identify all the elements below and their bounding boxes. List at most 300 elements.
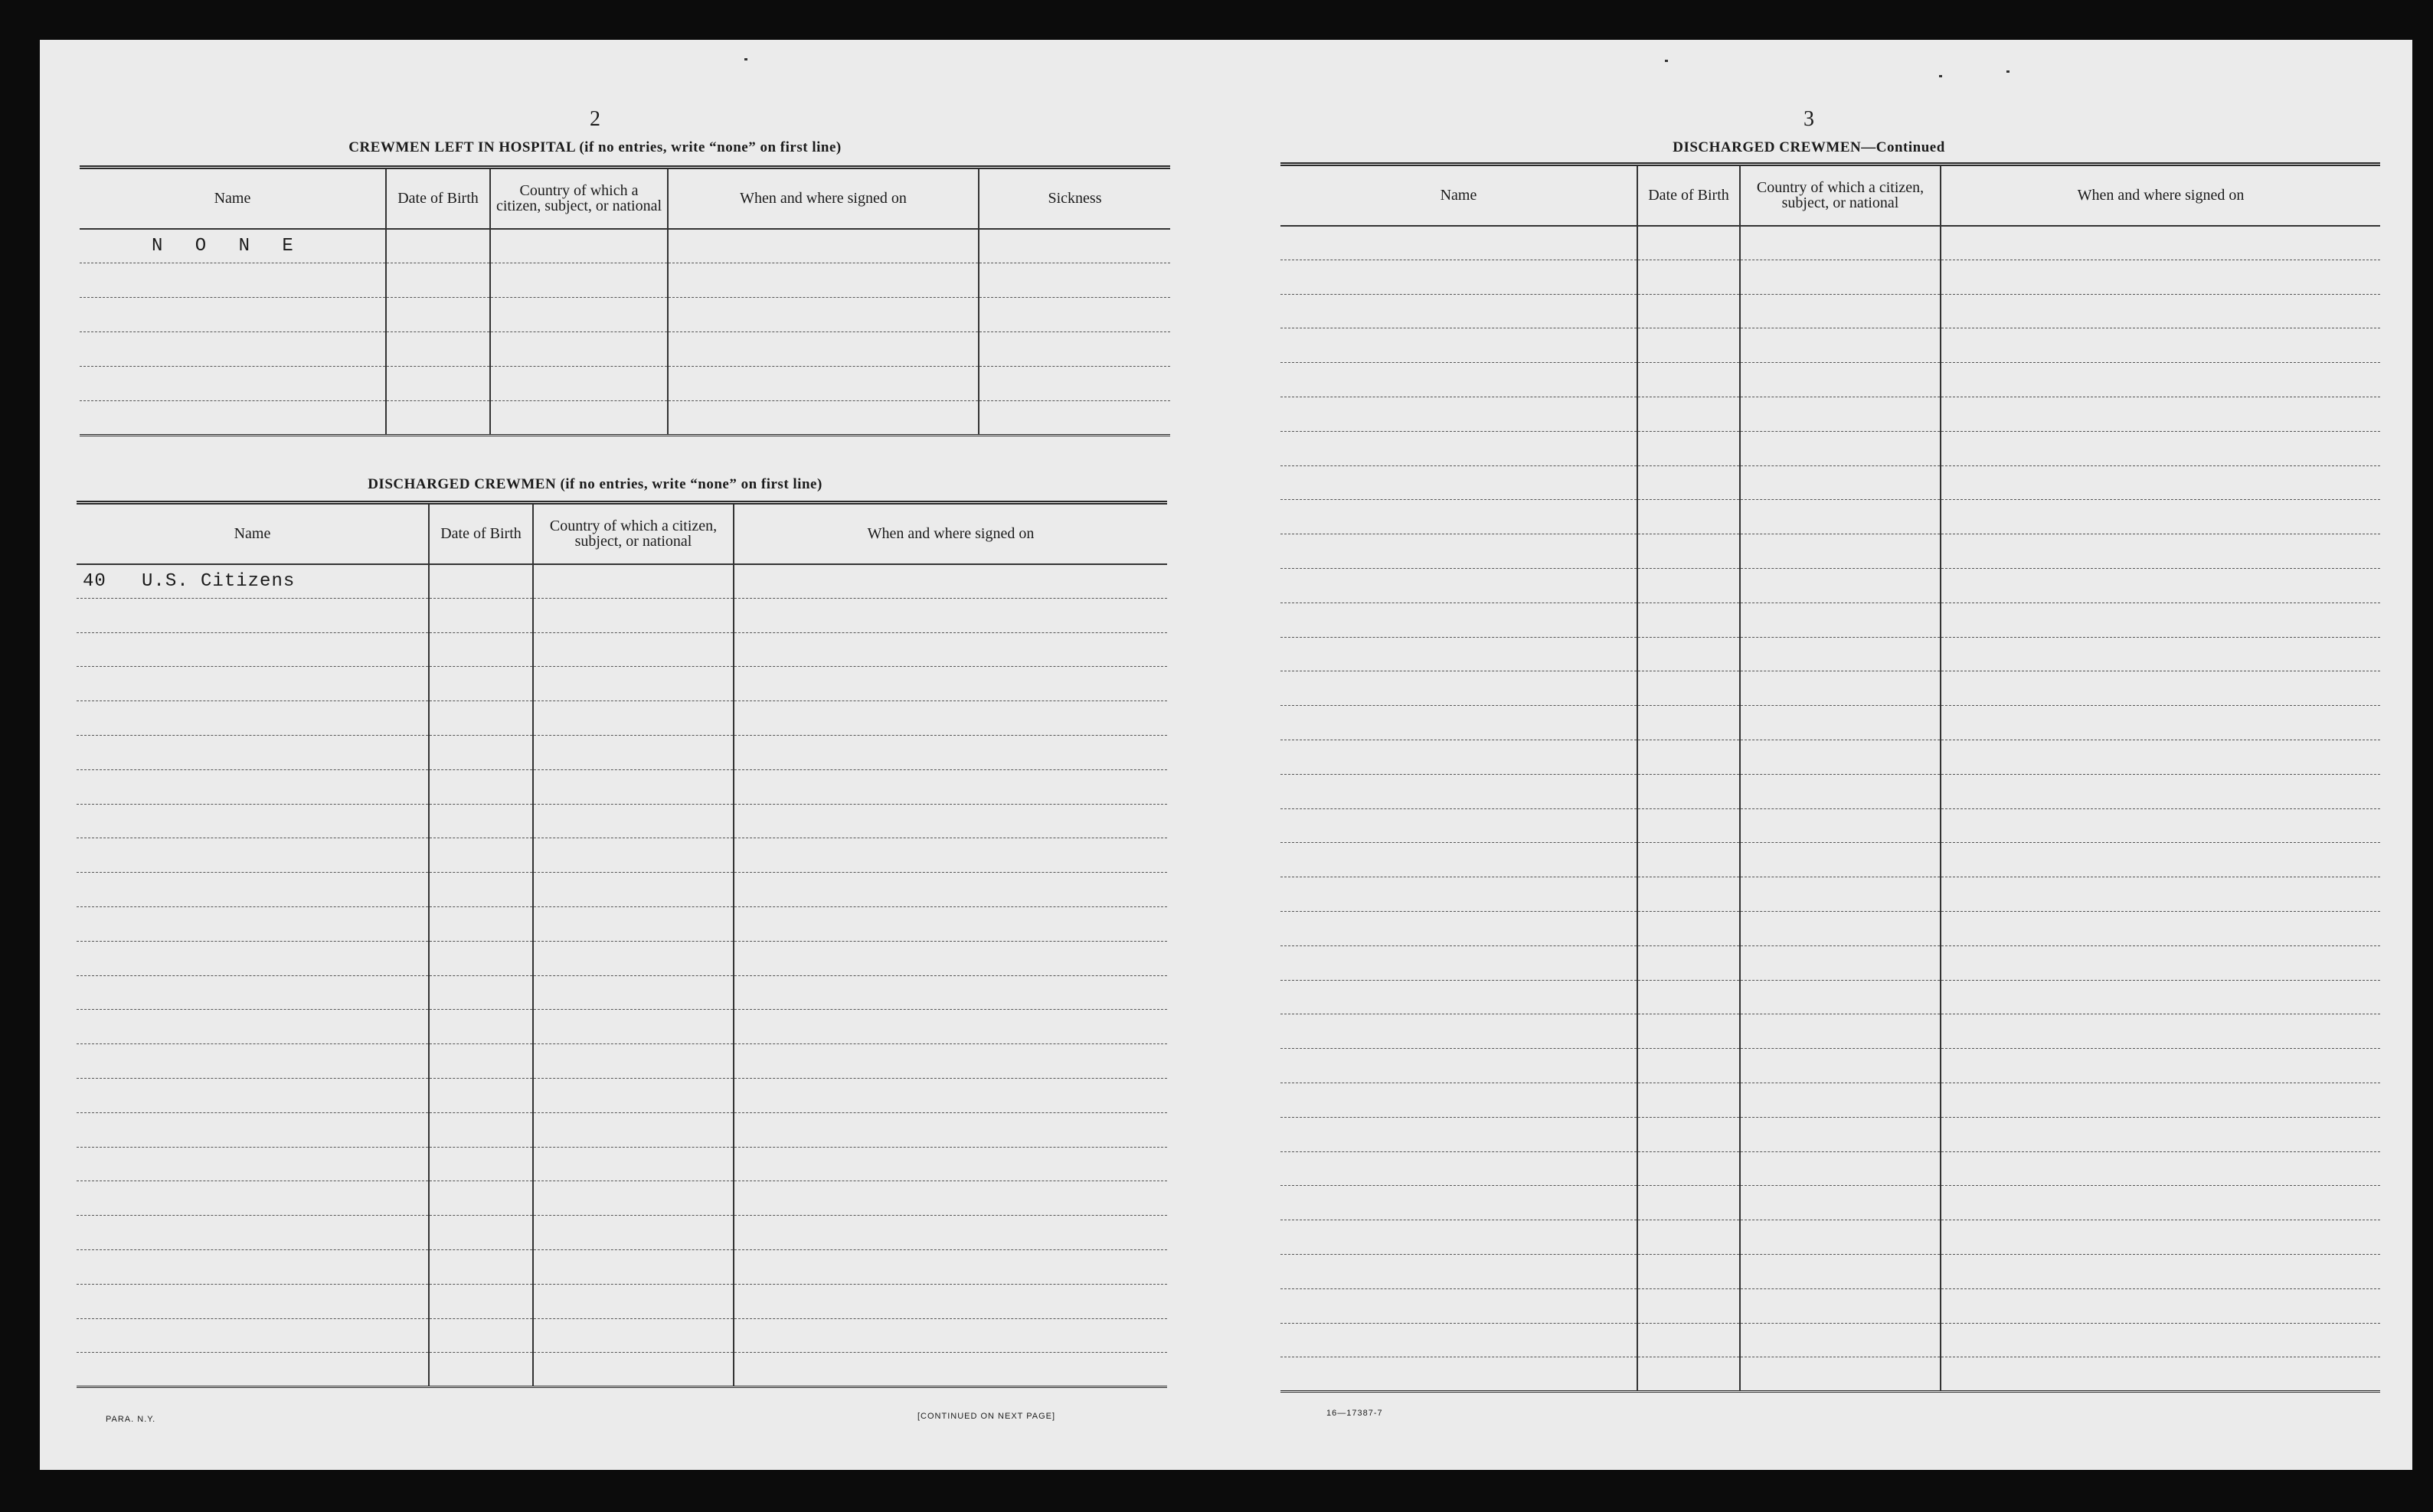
table-cell [734, 1044, 1167, 1079]
table-cell [734, 1147, 1167, 1181]
table-cell [77, 769, 429, 804]
table-row [1280, 843, 2380, 877]
table-cell [668, 263, 979, 298]
table-cell [1941, 877, 2380, 912]
table-cell [734, 1010, 1167, 1044]
table-cell [429, 769, 533, 804]
table-cell [1740, 740, 1941, 774]
table-cell [1280, 534, 1637, 569]
col-date-of-birth: Date of Birth [386, 168, 490, 229]
table-cell [77, 1010, 429, 1044]
table-cell [429, 564, 533, 599]
table-cell [80, 332, 386, 367]
table-cell [77, 1216, 429, 1250]
table-cell [1637, 1254, 1740, 1288]
table-cell [533, 975, 734, 1010]
table-row [80, 332, 1170, 367]
table-cell [533, 667, 734, 701]
table-cell [1740, 226, 1941, 260]
table-cell [1280, 1083, 1637, 1117]
table-cell [1637, 774, 1740, 808]
table-cell [1280, 603, 1637, 637]
table-row [1280, 260, 2380, 294]
table-cell [77, 1353, 429, 1387]
table-cell [490, 332, 668, 367]
table-cell [429, 1216, 533, 1250]
table-row [1280, 945, 2380, 980]
table-cell [77, 1181, 429, 1216]
table-row [77, 838, 1167, 873]
table-row [1280, 1117, 2380, 1151]
table-cell [1941, 945, 2380, 980]
discharged-continued-title [1234, 139, 2383, 156]
table-row [1280, 706, 2380, 740]
table-cell [1740, 363, 1941, 397]
table-cell [77, 667, 429, 701]
table-cell [77, 941, 429, 975]
ink-speck [744, 58, 747, 60]
col-date-of-birth: Date of Birth [1637, 165, 1740, 226]
table-cell [734, 1078, 1167, 1112]
table-cell [1740, 1186, 1941, 1220]
table-cell [1637, 1083, 1740, 1117]
table-cell [1637, 1014, 1740, 1049]
table-row [1280, 294, 2380, 328]
table-row [1280, 226, 2380, 260]
table-cell [979, 332, 1170, 367]
table-cell [1941, 1288, 2380, 1323]
table-cell [429, 941, 533, 975]
table-cell [429, 1353, 533, 1387]
table-cell [1941, 226, 2380, 260]
table-cell [1637, 431, 1740, 465]
table-cell [429, 632, 533, 667]
table-cell [1280, 1220, 1637, 1255]
table-cell [668, 332, 979, 367]
table-cell [1941, 534, 2380, 569]
table-cell [1941, 1220, 2380, 1255]
table-row [77, 632, 1167, 667]
col-name: Name [1280, 165, 1637, 226]
table-row [1280, 1254, 2380, 1288]
table-cell [77, 632, 429, 667]
table-cell [1740, 1117, 1941, 1151]
table-cell [734, 701, 1167, 736]
table-cell [734, 906, 1167, 941]
table-cell [77, 906, 429, 941]
table-cell [979, 229, 1170, 263]
table-row [77, 1284, 1167, 1318]
table-cell [1740, 1288, 1941, 1323]
table-cell [1941, 671, 2380, 706]
table-cell [1280, 260, 1637, 294]
table-cell [533, 804, 734, 838]
table-row [1280, 1151, 2380, 1186]
table-row [77, 1318, 1167, 1353]
table-cell [1637, 877, 1740, 912]
table-cell [1280, 945, 1637, 980]
table-cell [533, 1181, 734, 1216]
table-cell [429, 1147, 533, 1181]
table-row [77, 1078, 1167, 1112]
table-row [1280, 363, 2380, 397]
discharged-continued-table [1280, 162, 2380, 1393]
table-row [77, 1181, 1167, 1216]
table-cell [1740, 1151, 1941, 1186]
table-cell [1637, 603, 1740, 637]
table-cell [1740, 431, 1941, 465]
table-cell [1637, 740, 1740, 774]
table-cell [1637, 706, 1740, 740]
table-cell [1637, 980, 1740, 1014]
table-row [77, 1112, 1167, 1147]
table-cell [1941, 1014, 2380, 1049]
table-cell [1740, 637, 1941, 671]
table-cell [734, 1112, 1167, 1147]
table-cell [668, 229, 979, 263]
table-cell [533, 564, 734, 599]
table-cell [533, 873, 734, 907]
table-cell [734, 564, 1167, 599]
table-cell [734, 941, 1167, 975]
table-cell [1941, 911, 2380, 945]
table-cell [1280, 1323, 1637, 1357]
table-cell [80, 401, 386, 436]
table-cell [1637, 1357, 1740, 1392]
table-cell [429, 1078, 533, 1112]
table-cell [77, 1112, 429, 1147]
table-row [1280, 603, 2380, 637]
table-cell [429, 873, 533, 907]
table-row [77, 906, 1167, 941]
table-cell [734, 1353, 1167, 1387]
table-cell [429, 804, 533, 838]
col-signed-on: When and where signed on [668, 168, 979, 229]
table-cell [533, 701, 734, 736]
table-cell [386, 332, 490, 367]
table-cell [533, 906, 734, 941]
table-row [1280, 534, 2380, 569]
table-row [1280, 637, 2380, 671]
form-sheet [40, 40, 2412, 1470]
table-cell [734, 804, 1167, 838]
table-cell [386, 229, 490, 263]
table-row [1280, 1288, 2380, 1323]
table-cell [1637, 568, 1740, 603]
table-cell [1280, 877, 1637, 912]
table-row [1280, 1323, 2380, 1357]
table-cell [1637, 363, 1740, 397]
table-row [77, 598, 1167, 632]
table-cell [533, 1044, 734, 1079]
table-cell [1740, 397, 1941, 431]
table-cell [1941, 706, 2380, 740]
table-cell [734, 873, 1167, 907]
printer-mark: PARA. N.Y. [106, 1415, 156, 1424]
table-cell [386, 263, 490, 298]
col-signed-on: When and where signed on [734, 503, 1167, 564]
table-cell [1740, 1049, 1941, 1083]
table-cell [1740, 671, 1941, 706]
table-cell [1941, 568, 2380, 603]
table-cell [1941, 1323, 2380, 1357]
table-cell [77, 1318, 429, 1353]
table-cell [429, 1284, 533, 1318]
table-cell [533, 1078, 734, 1112]
table-cell [429, 735, 533, 769]
table-cell [1941, 1151, 2380, 1186]
table-cell [734, 1318, 1167, 1353]
col-name: Name [77, 503, 429, 564]
table-cell [1280, 1186, 1637, 1220]
table-row [77, 804, 1167, 838]
table-cell [77, 1044, 429, 1079]
col-country: Country of which a citizen, subject, or national [490, 168, 668, 229]
table-cell [1637, 1323, 1740, 1357]
table-cell [533, 598, 734, 632]
table-row [1280, 808, 2380, 843]
table-cell [734, 975, 1167, 1010]
table-cell [1941, 431, 2380, 465]
table-cell [533, 941, 734, 975]
table-cell [1941, 1186, 2380, 1220]
table-cell [1280, 706, 1637, 740]
table-cell [1637, 945, 1740, 980]
table-cell [1740, 1083, 1941, 1117]
table-cell [429, 667, 533, 701]
table-cell [1280, 1014, 1637, 1049]
table-cell [1280, 1288, 1637, 1323]
table-cell [1941, 1117, 2380, 1151]
table-row [1280, 1083, 2380, 1117]
table-cell [1740, 1014, 1941, 1049]
table-cell [429, 975, 533, 1010]
table-cell [1280, 980, 1637, 1014]
col-name: Name [80, 168, 386, 229]
table-cell [386, 367, 490, 401]
table-cell [1637, 1151, 1740, 1186]
table-row [1280, 431, 2380, 465]
table-cell [1637, 534, 1740, 569]
table-row [77, 941, 1167, 975]
table-cell [1740, 1323, 1941, 1357]
table-cell [1280, 500, 1637, 534]
table-row [77, 667, 1167, 701]
table-cell [77, 975, 429, 1010]
table-cell [77, 564, 429, 599]
table-cell [1740, 294, 1941, 328]
table-cell [979, 263, 1170, 298]
table-cell [80, 263, 386, 298]
table-row [1280, 740, 2380, 774]
table-cell [533, 735, 734, 769]
hospital-section-title [40, 139, 1150, 156]
table-cell [668, 367, 979, 401]
table-cell [734, 1181, 1167, 1216]
table-row [1280, 1220, 2380, 1255]
table-row [1280, 1014, 2380, 1049]
table-cell [734, 735, 1167, 769]
table-cell [979, 298, 1170, 332]
table-cell [1280, 1151, 1637, 1186]
table-cell [979, 367, 1170, 401]
table-cell [77, 1078, 429, 1112]
table-cell [429, 1010, 533, 1044]
table-cell [533, 1112, 734, 1147]
table-cell [1280, 226, 1637, 260]
table-cell [1280, 328, 1637, 363]
table-cell [1941, 397, 2380, 431]
table-cell [734, 769, 1167, 804]
table-row [1280, 774, 2380, 808]
table-cell [668, 401, 979, 436]
table-cell [1637, 808, 1740, 843]
hospital-title-text: CREWMEN LEFT IN HOSPITAL [348, 139, 576, 155]
table-row [77, 1147, 1167, 1181]
table-cell [1637, 465, 1740, 500]
table-cell [80, 298, 386, 332]
table-cell [77, 838, 429, 873]
table-cell [1637, 260, 1740, 294]
table-cell [734, 632, 1167, 667]
ink-speck [1939, 75, 1942, 77]
table-cell [1280, 1254, 1637, 1288]
table-cell [429, 1112, 533, 1147]
continued-note: [CONTINUED ON NEXT PAGE] [917, 1412, 1056, 1421]
table-cell [1740, 1220, 1941, 1255]
table-cell [1740, 980, 1941, 1014]
table-cell [1740, 911, 1941, 945]
table-cell [533, 1249, 734, 1284]
table-cell [979, 401, 1170, 436]
table-cell [1740, 603, 1941, 637]
table-row [77, 1010, 1167, 1044]
table-cell [1740, 534, 1941, 569]
col-sickness: Sickness [979, 168, 1170, 229]
table-cell [1280, 294, 1637, 328]
table-cell [77, 598, 429, 632]
table-cell [429, 1044, 533, 1079]
table-row [1280, 1357, 2380, 1392]
table-cell [1941, 980, 2380, 1014]
table-cell [1280, 637, 1637, 671]
table-cell [490, 263, 668, 298]
table-cell [1637, 843, 1740, 877]
table-cell [1637, 1220, 1740, 1255]
table-cell [1280, 740, 1637, 774]
table-cell [1740, 465, 1941, 500]
table-cell [1941, 1357, 2380, 1392]
col-signed-on: When and where signed on [1941, 165, 2380, 226]
table-cell [429, 701, 533, 736]
table-cell [386, 298, 490, 332]
ink-speck [1665, 60, 1668, 62]
table-cell [1740, 1357, 1941, 1392]
table-row [80, 401, 1170, 436]
table-cell [429, 1181, 533, 1216]
table-cell [734, 1216, 1167, 1250]
table-cell [1280, 1357, 1637, 1392]
table-cell [533, 1353, 734, 1387]
table-cell [1941, 603, 2380, 637]
table-cell [1740, 328, 1941, 363]
table-cell [1637, 637, 1740, 671]
table-row [77, 1353, 1167, 1387]
table-cell [490, 367, 668, 401]
table-cell [429, 1249, 533, 1284]
hospital-table [80, 165, 1170, 436]
table-row [80, 263, 1170, 298]
table-row [80, 367, 1170, 401]
table-cell [1740, 774, 1941, 808]
table-cell [1280, 808, 1637, 843]
table-cell [429, 1318, 533, 1353]
table-cell [1941, 500, 2380, 534]
table-cell [490, 229, 668, 263]
table-cell [1637, 397, 1740, 431]
table-cell [533, 632, 734, 667]
table-row [80, 229, 1170, 263]
table-row [1280, 568, 2380, 603]
table-cell [77, 1249, 429, 1284]
table-cell [1280, 1049, 1637, 1083]
ink-speck [2006, 70, 2010, 73]
table-cell [1637, 500, 1740, 534]
table-cell [77, 701, 429, 736]
table-cell [429, 598, 533, 632]
col-date-of-birth: Date of Birth [429, 503, 533, 564]
table-cell [1280, 1117, 1637, 1151]
discharged-table [77, 501, 1167, 1388]
table-row [80, 298, 1170, 332]
table-cell [1740, 843, 1941, 877]
table-row [77, 1044, 1167, 1079]
table-cell [668, 298, 979, 332]
table-cell [734, 1249, 1167, 1284]
discharged-title-note: (if no entries, write “none” on first line) [560, 476, 822, 492]
table-row [77, 873, 1167, 907]
table-cell [1941, 328, 2380, 363]
table-cell [1637, 911, 1740, 945]
title-text: DISCHARGED CREWMEN [1673, 139, 1862, 155]
table-cell [77, 735, 429, 769]
table-cell [533, 1318, 734, 1353]
table-cell [80, 229, 386, 263]
table-cell [77, 1284, 429, 1318]
table-row [77, 1249, 1167, 1284]
table-row [1280, 980, 2380, 1014]
table-cell [1740, 945, 1941, 980]
table-cell [1637, 671, 1740, 706]
table-cell [533, 1147, 734, 1181]
table-row [77, 564, 1167, 599]
table-cell [1280, 363, 1637, 397]
table-cell [1637, 328, 1740, 363]
typed-entry: N O N E [152, 235, 304, 256]
table-cell [1740, 877, 1941, 912]
table-cell [490, 401, 668, 436]
table-row [1280, 500, 2380, 534]
page-number: 2 [590, 107, 600, 131]
table-cell [1740, 706, 1941, 740]
table-row [77, 735, 1167, 769]
table-cell [490, 298, 668, 332]
table-cell [80, 367, 386, 401]
discharged-section-title [40, 476, 1150, 493]
table-cell [1941, 1049, 2380, 1083]
form-number: 16—17387-7 [1326, 1409, 1383, 1418]
table-cell [1280, 431, 1637, 465]
